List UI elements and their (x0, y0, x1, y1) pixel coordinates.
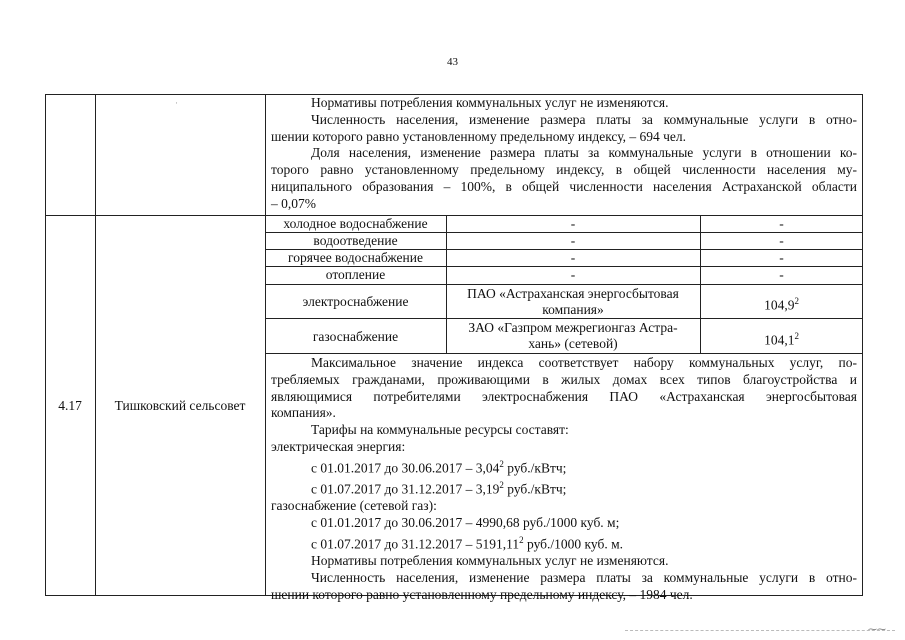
provider-name (446, 320, 700, 351)
text-line: требляемых гражданами, проживающими в жилых домах всех типов благоустройства и (271, 371, 857, 387)
tariff-line (271, 515, 857, 532)
electric-label: электрическая энергия: (271, 438, 406, 454)
text-line: – 0,07% (271, 195, 316, 211)
population-line: шении которого равно установленному предельному индексу, – 1984 чел. (271, 586, 693, 602)
provider-name: - (570, 233, 576, 248)
footnote-mark: 2 (794, 296, 799, 306)
text-line: Максимальное значение индекса соответствует набору коммунальных услуг, по- (311, 355, 857, 370)
text-line: торого равно установленному предельному индексу, в общей численности населения му- (271, 162, 857, 178)
service-name: водоотведение (313, 233, 398, 248)
inner-row-divider (265, 284, 863, 285)
tariff-unit: руб./кВтч; (503, 481, 567, 497)
service-name: газоснабжение (312, 329, 399, 344)
provider-line: хань» (сетевой) (528, 335, 618, 351)
index-value: - (779, 250, 784, 265)
scan-artifact-line (625, 630, 895, 633)
norms-line: Нормативы потребления коммунальных услуг не изменяются. (311, 553, 669, 569)
text-line: ниципального образования – 100%, в общей численности населения Астраханской области (271, 178, 857, 194)
inner-row-divider (265, 318, 863, 319)
footnote-mark: 2 (794, 331, 799, 341)
index-number: 104,9 (764, 297, 795, 313)
index-number: 104,1 (764, 332, 795, 348)
top-paragraphs (271, 95, 857, 213)
tariff-unit: руб./кВтч; (503, 460, 567, 476)
text-line: Численность населения, изменение размера платы за коммунальные услуги в отно- (311, 111, 857, 127)
provider-name (446, 286, 700, 317)
column-divider (265, 94, 266, 596)
provider-line: компания» (542, 301, 604, 317)
provider-line: ЗАО «Газпром межрегионгаз Астра- (468, 320, 678, 335)
entry-name: Тишковский сельсовет (114, 398, 246, 413)
footnote-mark: 2 (499, 458, 504, 469)
index-value: - (779, 233, 784, 248)
index-value: - (779, 267, 784, 282)
footnote-mark: 2 (499, 480, 504, 491)
tariff-text: с 01.01.2017 до 30.06.2017 – 3,04 (311, 460, 500, 476)
gas-label: газоснабжение (сетевой газ): (271, 498, 437, 514)
service-name: холодное водоснабжение (283, 216, 428, 231)
scan-mark: ⁓⁓ (868, 624, 886, 634)
text-line: Нормативы потребления коммунальных услуг не изменяются. (311, 95, 669, 110)
index-value: - (779, 216, 784, 231)
text-line: Доля населения, изменение размера платы за коммунальные услуги в отношении ко- (311, 145, 857, 161)
tariff-text: с 01.07.2017 до 31.12.2017 – 5191,11 (311, 536, 520, 552)
text-line: являющимися потребителями электроснабжения ПАО «Астраханская энергосбытовая (271, 388, 857, 404)
index-value (700, 294, 863, 313)
service-name: электроснабжение (302, 294, 409, 309)
service-name: горячее водоснабжение (288, 250, 423, 265)
tariff-line (271, 532, 857, 553)
page-number: 43 (447, 56, 458, 68)
provider-name: - (570, 216, 576, 231)
scan-speck: · (175, 98, 178, 108)
tariff-unit: руб./1000 куб. м. (523, 536, 623, 552)
service-name: отопление (325, 267, 386, 282)
provider-line: ПАО «Астраханская энергосбытовая (467, 286, 679, 301)
index-value (700, 329, 863, 348)
bottom-paragraphs (271, 355, 857, 604)
entry-number: 4.17 (58, 398, 82, 413)
provider-name: - (570, 267, 576, 282)
text-line: шении которого равно установленному предельному индексу, – 694 чел. (271, 128, 687, 144)
population-line: Численность населения, изменение размера платы за коммунальные услуги в отно- (311, 570, 857, 586)
tariff-line (271, 477, 857, 498)
tariff-line (271, 456, 857, 477)
text-line: компания». (271, 405, 336, 421)
footnote-mark: 2 (519, 534, 524, 545)
inner-row-divider (265, 353, 863, 354)
tariffs-intro: Тарифы на коммунальные ресурсы составят: (311, 422, 569, 438)
column-divider (95, 94, 96, 596)
tariff-text: с 01.07.2017 до 31.12.2017 – 3,19 (311, 481, 500, 497)
provider-name: - (570, 250, 576, 265)
tariff-text: с 01.01.2017 до 30.06.2017 – 4990,68 руб./1000 куб. м; (311, 515, 620, 531)
